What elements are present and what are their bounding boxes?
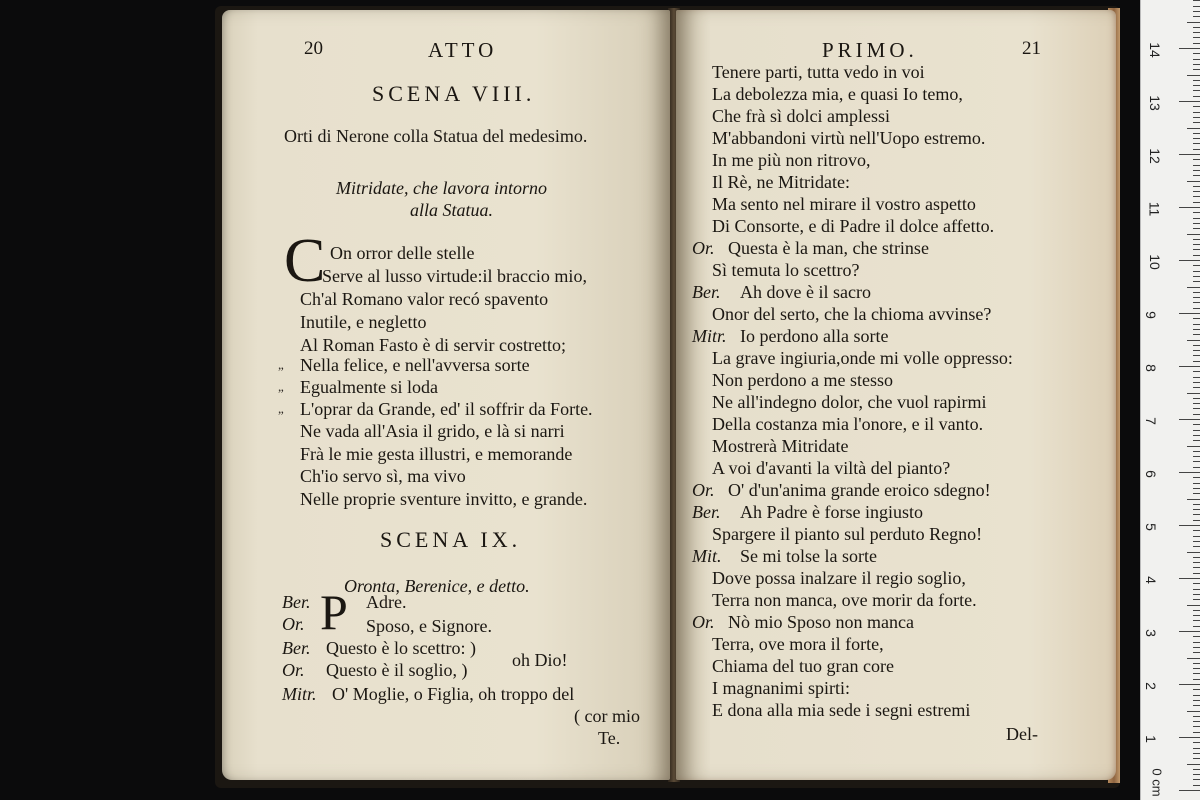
ruler-tick: [1179, 684, 1200, 685]
right-running-head: PRIMO.: [822, 38, 918, 62]
ruler-tick: [1193, 536, 1200, 537]
text-line: Il Rè, ne Mitridate:: [712, 172, 850, 192]
ruler-tick: [1193, 520, 1200, 521]
ruler-number: 13: [1146, 95, 1163, 111]
ruler-tick: [1187, 75, 1200, 76]
ruler-tick: [1193, 96, 1200, 97]
ruler-tick: [1187, 764, 1200, 765]
ruler-tick: [1193, 652, 1200, 653]
ruler-number: 6: [1142, 470, 1159, 478]
ruler-tick: [1193, 249, 1200, 250]
ruler-tick: [1193, 324, 1200, 325]
measurement-ruler: [1140, 0, 1200, 800]
text-line: O' d'un'anima grande eroico sdegno!: [728, 480, 991, 500]
ruler-tick: [1193, 562, 1200, 563]
dialogue-line: Questo è il soglio, ): [326, 660, 468, 680]
ruler-tick: [1193, 440, 1200, 441]
ruler-tick: [1179, 525, 1200, 526]
speaker: Or.: [282, 660, 305, 680]
ruler-tick: [1193, 642, 1200, 643]
ruler-tick: [1193, 769, 1200, 770]
ruler-tick: [1193, 53, 1200, 54]
ruler-tick: [1193, 408, 1200, 409]
speaker: Ber.: [692, 502, 721, 522]
scene8-setting: Orti di Nerone colla Statua del medesimo.: [284, 126, 588, 146]
speaker: Or.: [692, 238, 715, 258]
ruler-number: 9: [1142, 311, 1159, 319]
ruler-tick: [1193, 228, 1200, 229]
ruler-tick: [1187, 340, 1200, 341]
ruler-tick: [1193, 509, 1200, 510]
ruler-tick: [1193, 695, 1200, 696]
ruler-tick: [1193, 377, 1200, 378]
dialogue-line: Questo è lo scettro: ): [326, 638, 476, 658]
scene8-direction-1: Mitridate, che lavora intorno: [336, 178, 547, 198]
dialogue-line: Adre.: [366, 592, 407, 612]
ruler-number: 7: [1142, 417, 1159, 425]
ruler-tick: [1187, 552, 1200, 553]
ruler-tick: [1193, 64, 1200, 65]
ruler-number: 11: [1146, 201, 1163, 217]
speaker: Or.: [692, 480, 715, 500]
ruler-number: 1: [1142, 735, 1159, 743]
ruler-tick: [1193, 541, 1200, 542]
ruler-tick: [1193, 567, 1200, 568]
ruler-tick: [1193, 6, 1200, 7]
ruler-tick: [1193, 11, 1200, 12]
text-line: Sì temuta lo scettro?: [712, 260, 860, 280]
quote-mark: „: [278, 357, 284, 372]
ruler-tick: [1179, 366, 1200, 367]
ruler-tick: [1193, 493, 1200, 494]
ruler-tick: [1187, 393, 1200, 394]
ruler-tick: [1193, 424, 1200, 425]
dialogue-line: O' Moglie, o Figlia, oh troppo del: [332, 684, 575, 704]
ruler-tick: [1193, 636, 1200, 637]
ruler-tick: [1193, 398, 1200, 399]
ruler-tick: [1193, 668, 1200, 669]
ruler-tick: [1193, 297, 1200, 298]
speaker: Or.: [282, 614, 305, 634]
scene9-direction: Oronta, Berenice, e detto.: [344, 576, 530, 596]
ruler-tick: [1193, 112, 1200, 113]
aside-text: oh Dio!: [512, 650, 568, 670]
ruler-tick: [1193, 557, 1200, 558]
ruler-tick: [1193, 175, 1200, 176]
ruler-tick: [1187, 446, 1200, 447]
scene9-title: SCENA IX.: [380, 527, 522, 552]
text-line: Della costanza mia l'onore, e il vanto.: [712, 414, 984, 434]
text-line: Terra non manca, ove morir da forte.: [712, 590, 977, 610]
ruler-tick: [1193, 32, 1200, 33]
ruler-tick: [1193, 265, 1200, 266]
ruler-tick: [1193, 716, 1200, 717]
ruler-tick: [1179, 101, 1200, 102]
ruler-tick: [1193, 721, 1200, 722]
text-line: La grave ingiuria,onde mi volle oppresso:: [712, 348, 1013, 368]
text-line: Chiama del tuo gran core: [712, 656, 894, 676]
text-line: Nò mio Sposo non manca: [728, 612, 914, 632]
ruler-tick: [1193, 329, 1200, 330]
ruler-tick: [1193, 223, 1200, 224]
scene8-direction-2: alla Statua.: [410, 200, 494, 220]
speaker: Mitr.: [282, 684, 317, 704]
dropcap-p: P: [320, 584, 348, 640]
ruler-tick: [1193, 318, 1200, 319]
right-page-number: 21: [1022, 38, 1041, 59]
ruler-tick: [1193, 170, 1200, 171]
ruler-tick: [1193, 679, 1200, 680]
ruler-tick: [1187, 499, 1200, 500]
ruler-tick: [1187, 128, 1200, 129]
verse-line: Ne vada all'Asia il grido, e là si narri: [300, 421, 565, 441]
ruler-tick: [1193, 244, 1200, 245]
ruler-tick: [1193, 403, 1200, 404]
ruler-tick: [1193, 594, 1200, 595]
ruler-unit: 0 cm: [1149, 768, 1165, 797]
ruler-tick: [1179, 207, 1200, 208]
ruler-tick: [1193, 308, 1200, 309]
verse-line: Al Roman Fasto è di servir costretto;: [300, 335, 566, 355]
ruler-tick: [1193, 430, 1200, 431]
ruler-tick: [1193, 435, 1200, 436]
ruler-tick: [1193, 37, 1200, 38]
ruler-tick: [1187, 605, 1200, 606]
text-line: Ah Padre è forse ingiusto: [740, 502, 923, 522]
ruler-tick: [1179, 154, 1200, 155]
speaker: Ber.: [282, 592, 311, 612]
ruler-tick: [1193, 202, 1200, 203]
text-line: Di Consorte, e di Padre il dolce affetto.: [712, 216, 995, 236]
ruler-tick: [1193, 456, 1200, 457]
ruler-tick: [1193, 599, 1200, 600]
ruler-tick: [1193, 758, 1200, 759]
ruler-tick: [1179, 790, 1200, 791]
ruler-tick: [1193, 705, 1200, 706]
ruler-number: 5: [1142, 523, 1159, 531]
ruler-tick: [1193, 467, 1200, 468]
scene8-title: SCENA VIII.: [372, 81, 536, 106]
ruler-tick: [1193, 16, 1200, 17]
ruler-tick: [1193, 573, 1200, 574]
ruler-tick: [1193, 414, 1200, 415]
ruler-tick: [1187, 287, 1200, 288]
ruler-tick: [1193, 334, 1200, 335]
speaker: Mit.: [692, 546, 722, 566]
ruler-number: 3: [1142, 629, 1159, 637]
ruler-tick: [1187, 711, 1200, 712]
text-line: In me più non ritrovo,: [712, 150, 871, 170]
dropcap-c: C: [284, 227, 326, 295]
ruler-tick: [1187, 658, 1200, 659]
text-line: Spargere il pianto sul perduto Regno!: [712, 524, 983, 544]
ruler-tick: [1193, 143, 1200, 144]
ruler-tick: [1193, 647, 1200, 648]
ruler-tick: [1193, 122, 1200, 123]
ruler-tick: [1193, 785, 1200, 786]
ruler-tick: [1193, 149, 1200, 150]
text-line: Tenere parti, tutta vedo in voi: [712, 62, 925, 82]
ruler-tick: [1193, 255, 1200, 256]
ruler-tick: [1179, 631, 1200, 632]
ruler-tick: [1193, 138, 1200, 139]
ruler-tick: [1179, 260, 1200, 261]
ruler-tick: [1193, 133, 1200, 134]
text-line: Ma sento nel mirare il vostro aspetto: [712, 194, 976, 214]
text-line: Dove possa inalzare il regio soglio,: [712, 568, 966, 588]
left-running-head: ATTO: [428, 38, 498, 62]
ruler-tick: [1187, 234, 1200, 235]
ruler-tick: [1193, 355, 1200, 356]
ruler-tick: [1193, 663, 1200, 664]
text-line: I magnanimi spirti:: [712, 678, 850, 698]
verse-line: Frà le mie gesta illustri, e memorande: [300, 444, 573, 464]
ruler-tick: [1179, 419, 1200, 420]
right-page: [676, 10, 1116, 780]
ruler-tick: [1193, 27, 1200, 28]
ruler-tick: [1193, 387, 1200, 388]
ruler-tick: [1193, 700, 1200, 701]
quote-mark: „: [278, 379, 284, 394]
ruler-tick: [1179, 737, 1200, 738]
catchword: Te.: [598, 728, 621, 748]
speaker: Ber.: [282, 638, 311, 658]
ruler-tick: [1193, 371, 1200, 372]
ruler-tick: [1193, 583, 1200, 584]
ruler-tick: [1193, 281, 1200, 282]
ruler-tick: [1193, 732, 1200, 733]
ruler-tick: [1193, 726, 1200, 727]
ruler-tick: [1193, 546, 1200, 547]
quote-mark: „: [278, 401, 284, 416]
continuation-line: ( cor mio: [574, 706, 640, 726]
text-line: Ne all'indegno dolor, che vuol rapirmi: [712, 392, 987, 412]
ruler-tick: [1193, 191, 1200, 192]
ruler-number: 12: [1146, 148, 1163, 164]
text-line: Ah dove è il sacro: [740, 282, 871, 302]
left-page: [222, 10, 670, 780]
ruler-tick: [1193, 689, 1200, 690]
ruler-tick: [1193, 43, 1200, 44]
ruler-tick: [1193, 69, 1200, 70]
left-page-number: 20: [304, 38, 323, 59]
ruler-tick: [1193, 345, 1200, 346]
ruler-tick: [1179, 313, 1200, 314]
ruler-tick: [1179, 578, 1200, 579]
text-line: Che frà sì dolci amplessi: [712, 106, 890, 126]
ruler-tick: [1193, 0, 1200, 1]
text-line: Mostrerà Mitridate: [712, 436, 849, 456]
verse-line: Ch'io servo sì, ma vivo: [300, 466, 466, 486]
ruler-tick: [1193, 292, 1200, 293]
ruler-number: 10: [1146, 254, 1163, 270]
text-line: Questa è la man, che strinse: [728, 238, 929, 258]
ruler-tick: [1193, 615, 1200, 616]
ruler-tick: [1193, 165, 1200, 166]
ruler-tick: [1193, 779, 1200, 780]
ruler-tick: [1193, 85, 1200, 86]
verse-line: On orror delle stelle: [330, 243, 475, 263]
ruler-tick: [1193, 90, 1200, 91]
ruler-tick: [1193, 626, 1200, 627]
text-line: A voi d'avanti la viltà del pianto?: [712, 458, 951, 478]
ruler-tick: [1193, 159, 1200, 160]
ruler-tick: [1193, 477, 1200, 478]
ruler-number: 4: [1142, 576, 1159, 584]
verse-line: Egualmente si loda: [300, 377, 438, 397]
text-line: Terra, ove mora il forte,: [712, 634, 884, 654]
verse-line: Serve al lusso virtude:il braccio mio,: [322, 266, 587, 286]
ruler-tick: [1193, 276, 1200, 277]
ruler-tick: [1193, 382, 1200, 383]
ruler-tick: [1193, 186, 1200, 187]
ruler-tick: [1193, 271, 1200, 272]
ruler-tick: [1193, 620, 1200, 621]
ruler-tick: [1193, 488, 1200, 489]
text-line: Non perdono a me stesso: [712, 370, 893, 390]
ruler-tick: [1193, 361, 1200, 362]
ruler-tick: [1193, 673, 1200, 674]
ruler-tick: [1193, 483, 1200, 484]
ruler-tick: [1193, 530, 1200, 531]
text-line: La debolezza mia, e quasi Io temo,: [712, 84, 963, 104]
dialogue-line: Sposo, e Signore.: [366, 616, 492, 636]
catchword: Del-: [1006, 724, 1038, 744]
verse-line: Nelle proprie sventure invitto, e grande.: [300, 489, 588, 509]
ruler-tick: [1193, 212, 1200, 213]
ruler-tick: [1193, 504, 1200, 505]
ruler-tick: [1193, 80, 1200, 81]
ruler-number: 2: [1142, 682, 1159, 690]
ruler-tick: [1193, 117, 1200, 118]
ruler-tick: [1193, 302, 1200, 303]
speaker: Ber.: [692, 282, 721, 302]
ruler-tick: [1193, 774, 1200, 775]
ruler-tick: [1187, 22, 1200, 23]
ruler-tick: [1193, 239, 1200, 240]
verse-line: Nella felice, e nell'avversa sorte: [300, 355, 530, 375]
ruler-tick: [1193, 106, 1200, 107]
ruler-tick: [1187, 181, 1200, 182]
ruler-tick: [1193, 589, 1200, 590]
ruler-tick: [1193, 610, 1200, 611]
ruler-tick: [1193, 218, 1200, 219]
ruler-tick: [1193, 461, 1200, 462]
verse-line: Ch'al Romano valor recó spavento: [300, 289, 549, 309]
ruler-tick: [1179, 48, 1200, 49]
speaker: Mitr.: [692, 326, 727, 346]
ruler-tick: [1193, 350, 1200, 351]
text-line: Se mi tolse la sorte: [740, 546, 877, 566]
ruler-tick: [1193, 59, 1200, 60]
ruler-tick: [1193, 742, 1200, 743]
text-line: M'abbandoni virtù nell'Uopo estremo.: [712, 128, 986, 148]
text-line: E dona alla mia sede i segni estremi: [712, 700, 971, 720]
verse-line: L'oprar da Grande, ed' il soffrir da Forte.: [300, 399, 593, 419]
ruler-tick: [1193, 196, 1200, 197]
ruler-tick: [1193, 748, 1200, 749]
ruler-tick: [1193, 514, 1200, 515]
speaker: Or.: [692, 612, 715, 632]
ruler-number: 14: [1146, 42, 1163, 58]
ruler-number: 8: [1142, 364, 1159, 372]
text-line: Onor del serto, che la chioma avvinse?: [712, 304, 992, 324]
text-line: Io perdono alla sorte: [740, 326, 889, 346]
ruler-tick: [1193, 451, 1200, 452]
verse-line: Inutile, e negletto: [300, 312, 427, 332]
ruler-tick: [1193, 753, 1200, 754]
ruler-tick: [1179, 472, 1200, 473]
